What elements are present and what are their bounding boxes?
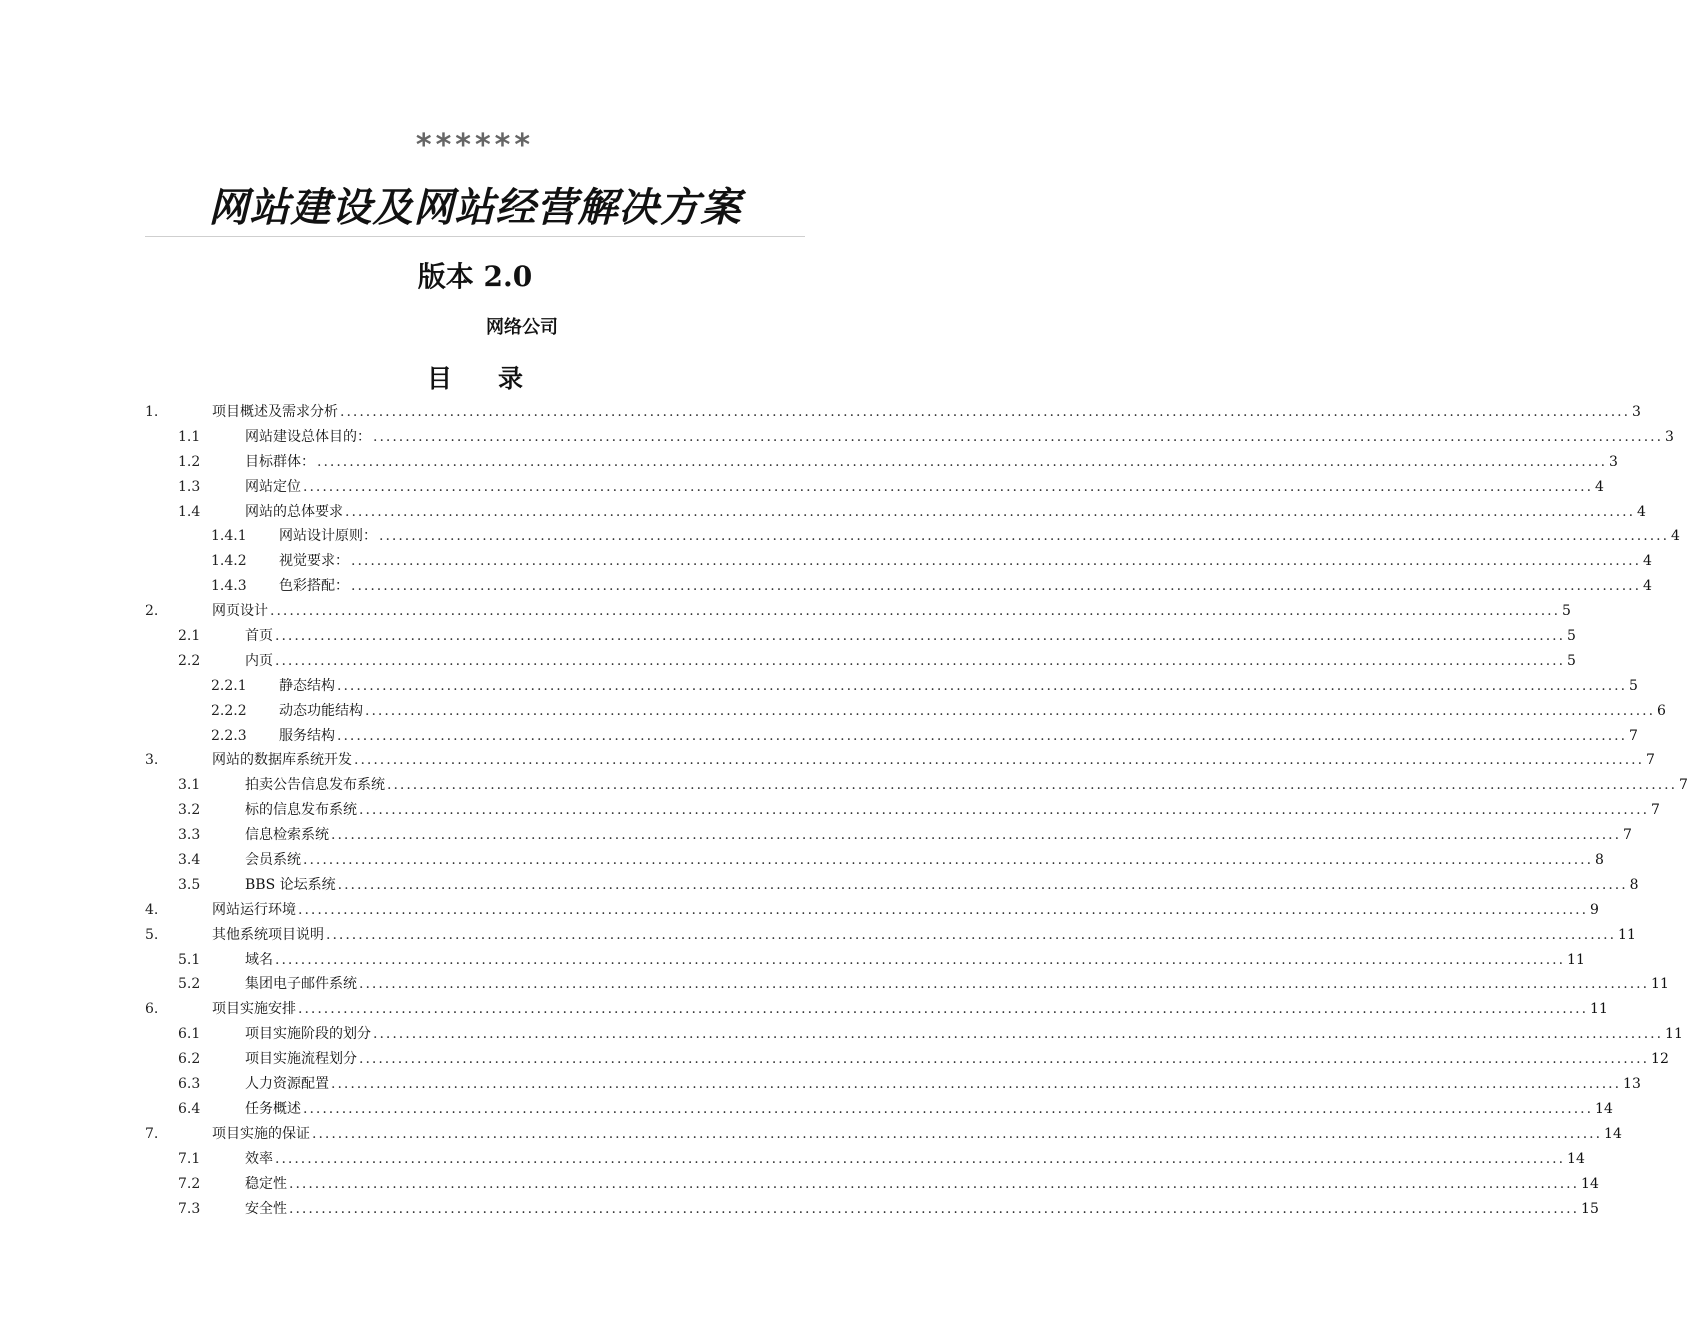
toc-entry-title: 标的信息发布系统 [245, 802, 357, 819]
toc-entry[interactable] [0, 898, 1599, 923]
toc-dot-leader: ........................................................................................................................................................................................................ [275, 628, 1566, 645]
toc-dot-leader: ........................................................................................................................................................................................................ [379, 528, 1670, 545]
toc-entry[interactable] [0, 848, 1604, 873]
toc-dot-leader: ........................................................................................................................................................................................................ [351, 553, 1642, 570]
toc-entry-number: 1.4.3 [211, 578, 247, 595]
toc-entry-page: 12 [1651, 1051, 1669, 1068]
toc-entry-title: 人力资源配置 [245, 1076, 329, 1093]
toc-entry-title: 静态结构 [279, 677, 335, 694]
toc-dot-leader: ........................................................................................................................................................................................................ [373, 428, 1664, 445]
toc-dot-leader: ........................................................................................................................................................................................................ [365, 702, 1656, 719]
toc-entry-number: 3.4 [178, 852, 201, 869]
toc-entry-number: 6.1 [178, 1026, 201, 1043]
toc-entry[interactable] [0, 1072, 1641, 1097]
toc-entry-title: 安全性 [245, 1200, 287, 1217]
toc-entry[interactable] [0, 549, 1652, 574]
toc-dot-leader: ........................................................................................................................................................................................................ [373, 1026, 1664, 1043]
toc-entry[interactable] [0, 997, 1608, 1022]
toc-entry[interactable] [0, 1122, 1622, 1147]
toc-entry-number: 5. [145, 926, 159, 943]
toc-entry-page: 3 [1632, 404, 1641, 420]
version-label: 版本 2.0 [417, 260, 533, 293]
toc-entry-title: 效率 [245, 1150, 273, 1167]
toc-dot-leader: ........................................................................................................................................................................................................ [337, 876, 1628, 893]
toc-entry-title: 项目实施流程划分 [245, 1051, 357, 1068]
toc-entry-page: 8 [1595, 852, 1604, 869]
toc-dot-leader: ........................................................................................................................................................................................................ [354, 752, 1645, 769]
toc-entry[interactable] [0, 1097, 1613, 1122]
toc-entry-number: 6. [145, 1001, 159, 1018]
toc-entry-page: 3 [1609, 453, 1618, 470]
toc-entry-number: 7.1 [178, 1150, 201, 1167]
toc-entry-title: 稳定性 [245, 1175, 287, 1192]
toc-entry-number: 2.2.3 [211, 727, 247, 744]
table-of-contents [0, 400, 1688, 1221]
toc-dot-leader: ........................................................................................................................................................................................................ [387, 777, 1678, 794]
toc-entry[interactable] [0, 699, 1666, 724]
toc-entry-title: 项目概述及需求分析 [212, 404, 338, 420]
toc-dot-leader: ........................................................................................................................................................................................................ [289, 1175, 1580, 1192]
toc-entry[interactable] [0, 1147, 1585, 1172]
toc-dot-leader: ........................................................................................................................................................................................................ [289, 1200, 1580, 1217]
toc-entry[interactable] [0, 624, 1576, 649]
toc-entry-number: 1. [145, 404, 159, 420]
toc-entry-number: 5.1 [178, 951, 201, 968]
toc-dot-leader: ........................................................................................................................................................................................................ [312, 1125, 1603, 1142]
toc-entry-title: 色彩搭配： [279, 578, 349, 595]
toc-entry-number: 1.4.1 [211, 528, 247, 545]
toc-entry-page: 5 [1567, 628, 1576, 645]
toc-dot-leader: ........................................................................................................................................................................................................ [351, 578, 1642, 595]
toc-entry-page: 6 [1657, 702, 1666, 719]
toc-entry-title: 网站设计原则： [279, 528, 377, 545]
toc-dot-leader: ........................................................................................................................................................................................................ [337, 727, 1628, 744]
toc-entry-title: 网站的总体要求 [245, 503, 343, 520]
toc-entry-number: 1.3 [178, 478, 201, 495]
toc-entry-number: 3.2 [178, 802, 201, 819]
toc-entry-title: 其他系统项目说明 [212, 926, 324, 943]
toc-entry-title: 网页设计 [212, 603, 268, 620]
toc-entry-title: 网站定位 [245, 478, 301, 495]
toc-entry-title: 动态功能结构 [279, 702, 363, 719]
toc-entry[interactable] [0, 1022, 1683, 1047]
toc-heading: 目录 [426, 364, 569, 393]
toc-entry-title: 任务概述 [245, 1100, 301, 1117]
toc-entry[interactable] [0, 574, 1652, 599]
document-title: 网站建设及网站经营解决方案 [208, 185, 742, 231]
toc-entry-page: 13 [1623, 1076, 1641, 1093]
toc-entry-number: 6.2 [178, 1051, 201, 1068]
toc-entry-page: 7 [1623, 827, 1632, 844]
toc-entry-title: 信息检索系统 [245, 827, 329, 844]
toc-entry-number: 4. [145, 901, 159, 918]
toc-entry-number: 6.4 [178, 1100, 201, 1117]
toc-dot-leader: ........................................................................................................................................................................................................ [331, 827, 1622, 844]
toc-dot-leader: ........................................................................................................................................................................................................ [337, 677, 1628, 694]
toc-entry-title: 域名 [245, 951, 273, 968]
toc-dot-leader: ........................................................................................................................................................................................................ [298, 1001, 1589, 1018]
toc-entry[interactable] [0, 972, 1669, 997]
toc-entry-title: 项目实施安排 [212, 1001, 296, 1018]
toc-entry-number: 7.3 [178, 1200, 201, 1217]
toc-entry[interactable] [0, 798, 1660, 823]
toc-entry-page: 4 [1643, 553, 1652, 570]
toc-entry[interactable] [0, 1197, 1599, 1222]
toc-entry[interactable] [0, 500, 1646, 525]
toc-entry-page: 4 [1595, 478, 1604, 495]
toc-entry-title: 目标群体： [245, 453, 315, 470]
toc-entry-title: BBS 论坛系统 [245, 876, 336, 893]
toc-entry-page: 3 [1665, 428, 1674, 445]
toc-entry[interactable] [0, 524, 1680, 549]
toc-entry-page: 7 [1629, 727, 1638, 744]
toc-entry-title: 项目实施阶段的划分 [245, 1026, 371, 1043]
toc-entry-number: 7.2 [178, 1175, 201, 1192]
toc-dot-leader: ........................................................................................................................................................................................................ [340, 404, 1631, 420]
toc-entry-title: 集团电子邮件系统 [245, 976, 357, 993]
toc-entry-title: 会员系统 [245, 852, 301, 869]
toc-entry-number: 2. [145, 603, 159, 620]
title-divider [145, 236, 805, 237]
toc-entry[interactable] [0, 1047, 1669, 1072]
toc-entry[interactable] [0, 923, 1636, 948]
toc-dot-leader: ........................................................................................................................................................................................................ [303, 852, 1594, 869]
toc-entry-page: 11 [1567, 951, 1585, 968]
toc-entry-title: 网站运行环境 [212, 901, 296, 918]
toc-entry-page: 5 [1562, 603, 1571, 620]
toc-entry[interactable] [0, 724, 1638, 749]
toc-dot-leader: ........................................................................................................................................................................................................ [298, 901, 1589, 918]
toc-entry[interactable] [0, 425, 1674, 450]
toc-entry-page: 14 [1595, 1100, 1613, 1117]
toc-dot-leader: ........................................................................................................................................................................................................ [303, 1100, 1594, 1117]
toc-entry-number: 6.3 [178, 1076, 201, 1093]
toc-entry-title: 服务结构 [279, 727, 335, 744]
toc-entry-page: 7 [1646, 752, 1655, 769]
toc-entry-page: 15 [1581, 1200, 1599, 1217]
toc-entry-page: 7 [1651, 802, 1660, 819]
title-decoration-stars: ****** [415, 128, 535, 163]
toc-entry[interactable] [0, 773, 1688, 798]
toc-dot-leader: ........................................................................................................................................................................................................ [345, 503, 1636, 520]
toc-entry[interactable] [0, 649, 1576, 674]
toc-entry-page: 11 [1618, 926, 1636, 943]
toc-entry-number: 1.2 [178, 453, 201, 470]
toc-entry[interactable] [0, 1172, 1599, 1197]
toc-dot-leader: ........................................................................................................................................................................................................ [275, 652, 1566, 669]
toc-entry-number: 5.2 [178, 976, 201, 993]
toc-entry[interactable] [0, 948, 1585, 973]
toc-entry-page: 7 [1679, 777, 1688, 794]
toc-dot-leader: ........................................................................................................................................................................................................ [359, 976, 1650, 993]
toc-entry-number: 1.1 [178, 428, 201, 445]
toc-dot-leader: ........................................................................................................................................................................................................ [270, 603, 1561, 620]
toc-entry-page: 4 [1643, 578, 1652, 595]
toc-entry-page: 14 [1604, 1125, 1622, 1142]
toc-entry[interactable] [0, 748, 1655, 773]
toc-entry-number: 2.2 [178, 652, 201, 669]
toc-entry-number: 1.4.2 [211, 553, 247, 570]
toc-entry-title: 网站建设总体目的： [245, 428, 371, 445]
toc-entry[interactable] [0, 400, 1641, 425]
toc-entry-page: 4 [1671, 528, 1680, 545]
toc-dot-leader: ........................................................................................................................................................................................................ [359, 1051, 1650, 1068]
toc-dot-leader: ........................................................................................................................................................................................................ [275, 1150, 1566, 1167]
toc-dot-leader: ........................................................................................................................................................................................................ [359, 802, 1650, 819]
toc-entry-page: 8 [1629, 876, 1639, 893]
toc-entry-page: 5 [1629, 677, 1638, 694]
toc-entry[interactable] [0, 475, 1604, 500]
toc-entry-title: 拍卖公告信息发布系统 [245, 777, 385, 794]
toc-dot-leader: ........................................................................................................................................................................................................ [275, 951, 1566, 968]
toc-entry[interactable] [0, 873, 1639, 898]
company-name: 网络公司 [486, 317, 558, 338]
toc-entry-page: 4 [1637, 503, 1646, 520]
toc-entry-number: 7. [145, 1125, 159, 1142]
toc-entry-number: 1.4 [178, 503, 201, 520]
toc-entry-page: 11 [1651, 976, 1669, 993]
toc-entry[interactable] [0, 599, 1571, 624]
toc-entry-title: 视觉要求： [279, 553, 349, 570]
toc-entry-number: 3.3 [178, 827, 201, 844]
toc-entry-number: 3.1 [178, 777, 201, 794]
toc-dot-leader: ........................................................................................................................................................................................................ [303, 478, 1594, 495]
toc-dot-leader: ........................................................................................................................................................................................................ [331, 1076, 1622, 1093]
toc-entry-page: 11 [1590, 1001, 1608, 1018]
toc-entry-title: 项目实施的保证 [212, 1125, 310, 1142]
toc-entry[interactable] [0, 823, 1632, 848]
toc-entry[interactable] [0, 450, 1618, 475]
toc-entry-number: 3. [145, 752, 159, 769]
toc-entry-page: 5 [1567, 652, 1576, 669]
toc-entry-number: 2.2.1 [211, 677, 247, 694]
toc-entry-page: 9 [1590, 901, 1599, 918]
toc-entry-number: 2.1 [178, 628, 201, 645]
toc-entry-title: 内页 [245, 652, 273, 669]
toc-dot-leader: ........................................................................................................................................................................................................ [317, 453, 1608, 470]
toc-entry-title: 网站的数据库系统开发 [212, 752, 352, 769]
toc-entry-title: 首页 [245, 628, 273, 645]
toc-entry-page: 11 [1665, 1026, 1683, 1043]
toc-entry[interactable] [0, 674, 1638, 699]
toc-entry-number: 3.5 [178, 876, 201, 893]
toc-entry-page: 14 [1581, 1175, 1599, 1192]
toc-entry-page: 14 [1567, 1150, 1585, 1167]
toc-dot-leader: ........................................................................................................................................................................................................ [326, 926, 1617, 943]
toc-entry-number: 2.2.2 [211, 702, 247, 719]
